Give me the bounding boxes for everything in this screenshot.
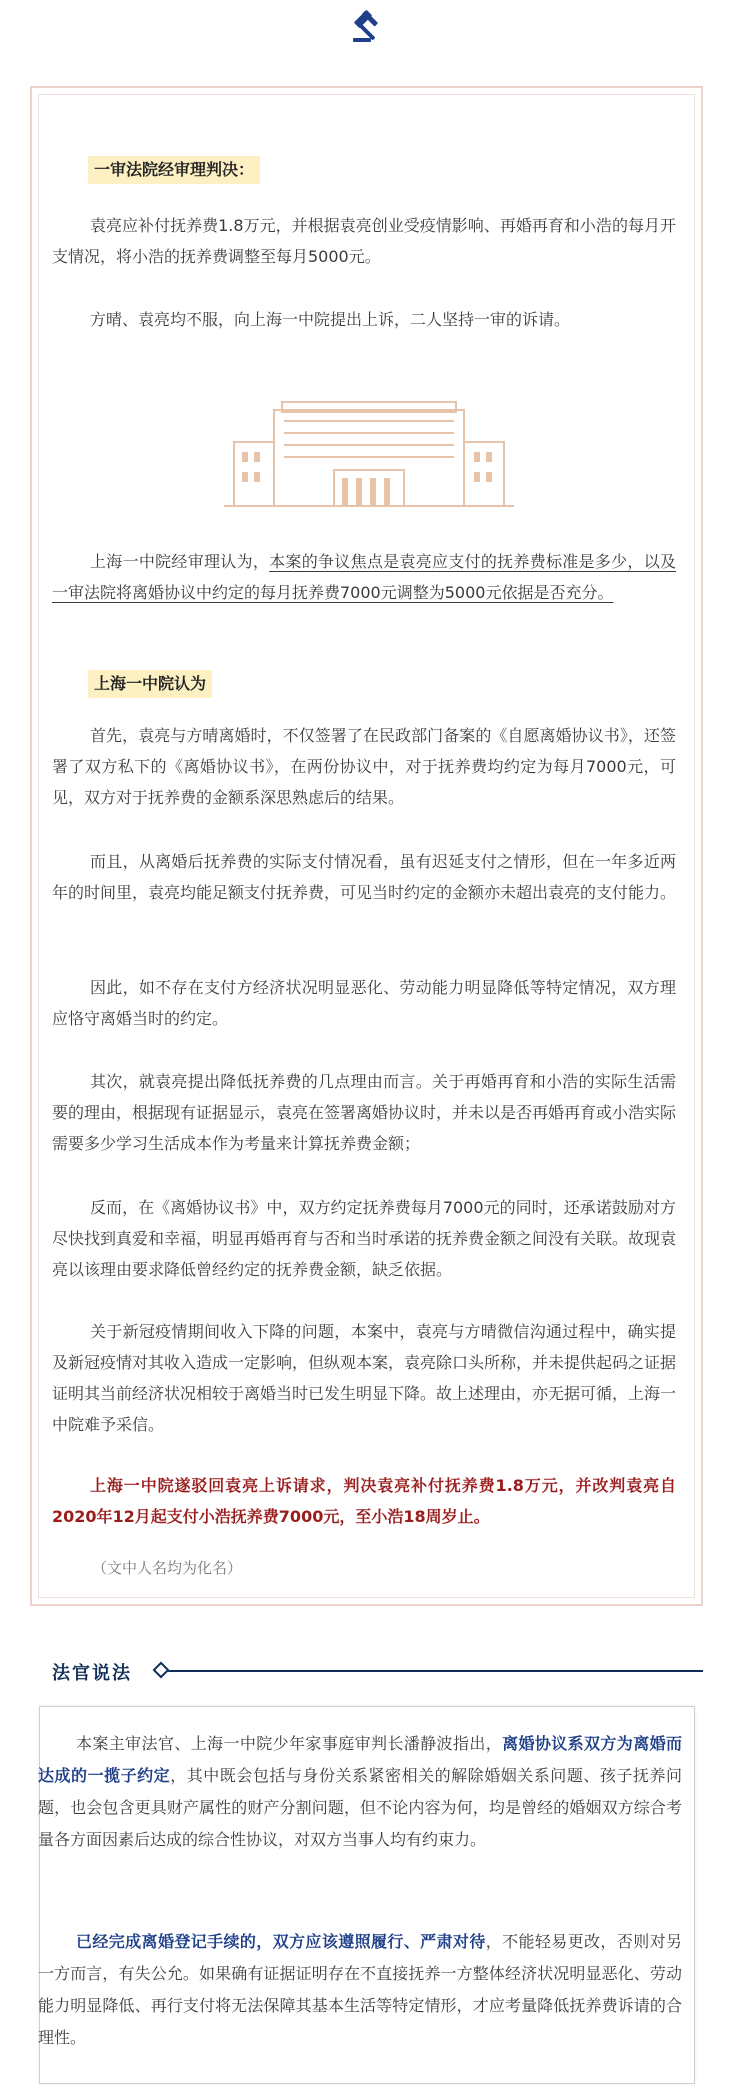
paragraph-moreover: 而且，从离婚后抚养费的实际支付情况看，虽有迟延支付之情形，但在一年多近两年的时间里，袁亮均能足额支付抚养费，可见当时约定的金额亦未超出袁亮的支付能力。 xyxy=(52,852,677,902)
first-instance-heading: 一审法院经审理判决： xyxy=(88,156,260,184)
judge-paragraph-2 xyxy=(38,1926,682,2054)
judge-p1-rest: ，其中既会包括与身份关系紧密相关的解除婚姻关系问题、孩子抚养问题，也会包含更具财产属性的财产分割问题，但不论内容为何，均是曾经的婚姻双方综合考量各方面因素后达成的综合性协议，对双方当事人均有约束力。 xyxy=(38,1766,682,1849)
appeal-focus-underline: 本案的争议焦点是袁亮应支付的抚养费标准是多少，以及一审法院将离婚协议中约定的每月抚养费7000元调整为5000元依据是否充分。 xyxy=(52,552,676,602)
judge-paragraph-1 xyxy=(38,1728,682,1856)
title-diamond-ornament xyxy=(153,1662,170,1679)
judge-p1-emphasis: 离婚协议系双方为离婚而达成的一揽子约定 xyxy=(38,1734,682,1785)
second-instance-heading: 上海一中院认为 xyxy=(88,670,212,698)
paragraph-appeal-focus xyxy=(52,546,676,608)
paragraph-therefore: 因此，如不存在支付方经济状况明显恶化、劳动能力明显降低等特定情况，双方理应恪守离婚当时的约定。 xyxy=(52,978,676,1028)
paragraph-appeal: 方晴、袁亮均不服，向上海一中院提出上诉，二人坚持一审的诉请。 xyxy=(90,310,571,329)
paragraph-first-ruling: 袁亮应补付抚养费1.8万元，并根据袁亮创业受疫情影响、再婚再育和小浩的每月开支情况，将小浩的抚养费调整至每月5000元。 xyxy=(52,216,676,266)
paragraph-covid: 关于新冠疫情期间收入下降的问题，本案中，袁亮与方晴微信沟通过程中，确实提及新冠疫情对其收入造成一定影响，但纵观本案，袁亮除口头所称，并未提供起码之证据证明其当前经济状况相较于离婚当时已发生明显下降。故上述理由，亦无据可循，上海一中院难予采信。 xyxy=(52,1322,677,1434)
final-ruling: 上海一中院遂驳回袁亮上诉请求，判决袁亮补付抚养费1.8万元，并改判袁亮自2020年12月起支付小浩抚养费7000元，至小浩18周岁止。 xyxy=(52,1476,676,1526)
paragraph-conversely: 反而，在《离婚协议书》中，双方约定抚养费每月7000元的同时，还承诺鼓励对方尽快找到真爱和幸福，明显再婚再育与否和当时承诺的抚养费金额之间没有关联。故现袁亮以该理由要求降低曾经约定的抚养费金额，缺乏依据。 xyxy=(52,1198,677,1279)
appeal-focus-lead: 上海一中院经审理认为， xyxy=(90,552,270,571)
paragraph-firstly: 首先，袁亮与方晴离婚时，不仅签署了在民政部门备案的《自愿离婚协议书》，还签署了双方私下的《离婚协议书》，在两份协议中，对于抚养费均约定为每月7000元，可见，双方对于抚养费的金额系深思熟虑后的结果。 xyxy=(52,726,676,807)
judge-p2-rest: ，不能轻易更改，否则对另一方而言，有失公允。如果确有证据证明存在不直接抚养一方整体经济状况明显恶化、劳动能力明显降低、再行支付将无法保障其基本生活等特定情形，才应考量降低抚养费诉请的合理性。 xyxy=(38,1932,682,2047)
judge-p2-emphasis: 已经完成离婚登记手续的，双方应该遵照履行、严肃对待 xyxy=(76,1932,486,1951)
paragraph-secondly: 其次，就袁亮提出降低抚养费的几点理由而言。关于再婚再育和小浩的实际生活需要的理由，根据现有证据显示，袁亮在签署离婚协议时，并未以是否再婚再育或小浩实际需要多少学习生活成本作为考量来计算抚养费金额； xyxy=(52,1072,677,1153)
title-divider xyxy=(158,1670,703,1672)
pseudonym-note: （文中人名均为化名） xyxy=(92,1559,243,1577)
courthouse-illustration xyxy=(224,398,514,510)
judge-p1-lead: 本案主审法官、上海一中院少年家事庭审判长潘静波指出， xyxy=(76,1734,503,1753)
judge-commentary-title: 法官说法 xyxy=(52,1663,132,1684)
header-icon xyxy=(0,2,733,50)
gavel-icon xyxy=(345,2,389,46)
